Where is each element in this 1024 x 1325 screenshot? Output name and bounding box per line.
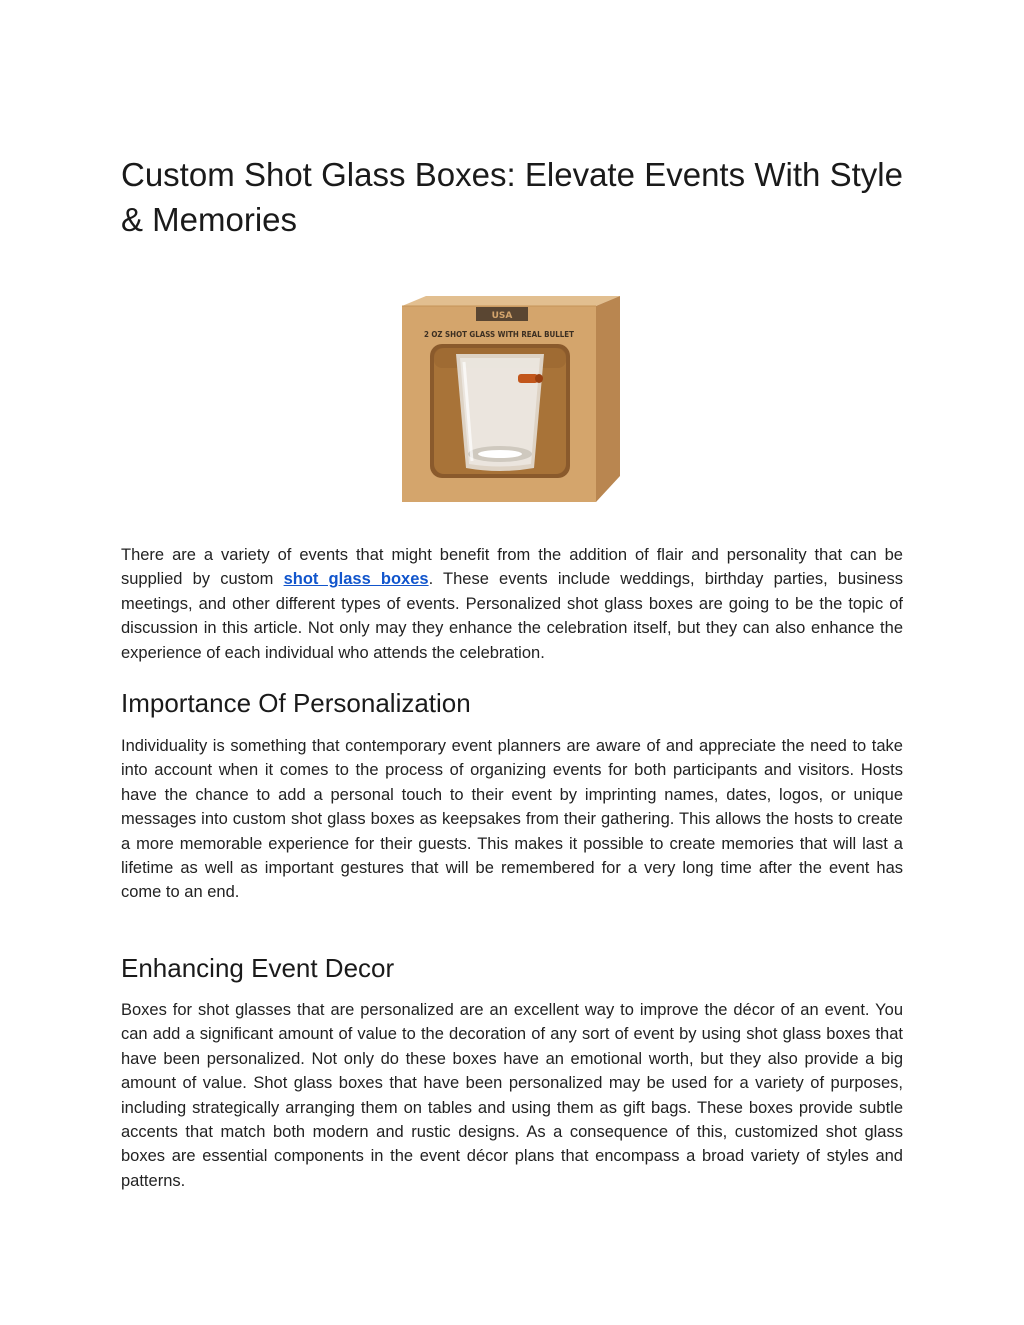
product-image: [400, 296, 621, 508]
box-label-top: USA: [491, 311, 513, 321]
shot-glass-box-illustration: [400, 296, 621, 508]
intro-text-start: There are a variety of events that might benefit from the addition of flair and personality that can be supplied by custom: [121, 546, 903, 589]
intro-paragraph: [121, 543, 903, 665]
section-body-decor: Boxes for shot glasses that are personalized are an excellent way to improve the décor of an event. You can add a significant amount of value to the decoration of any sort of event by using shot glass boxes that have been personalized. Not only do these boxes have an emotional worth, but they also provide a big amount of value. Shot glass boxes that have been personalized may be used for a variety of purposes, including strategically arranging them on tables and using them as gift bags. These boxes provide subtle accents that match both modern and rustic designs. As a consequence of this, customized shot glass boxes are essential components in the event décor plans that encompass a broad variety of styles and patterns.: [121, 1001, 903, 1190]
section-body-personalization: Individuality is something that contemporary event planners are aware of and appreciate the need to take into account when it comes to the process of organizing events for both participants and visitors. Hosts have the chance to add a personal touch to their event by imprinting names, dates, logos, or unique messages into custom shot glass boxes as keepsakes from their gathering. This allows the hosts to create a more memorable experience for their guests. This makes it possible to create memories that will last a lifetime as well as important gestures that will be remembered for a very long time after the event has come to an end.: [121, 737, 903, 902]
section-heading-decor: Enhancing Event Decor: [121, 953, 395, 983]
document-title: Custom Shot Glass Boxes: Elevate Events With Style & Memories: [121, 156, 903, 238]
intro-text-end: . These events include weddings, birthday parties, business meetings, and other different types of events. Personalized shot glass boxes are going to be the topic of discussion in this article. Not only may they enhance the celebration itself, but they can also enhance the experience of each individual who attends the celebration.: [121, 570, 903, 662]
shot-glass-boxes-link[interactable]: shot glass boxes: [283, 570, 429, 589]
section-heading-personalization: Importance Of Personalization: [121, 688, 471, 718]
box-label: 2 OZ SHOT GLASS WITH REAL BULLET: [424, 330, 575, 339]
